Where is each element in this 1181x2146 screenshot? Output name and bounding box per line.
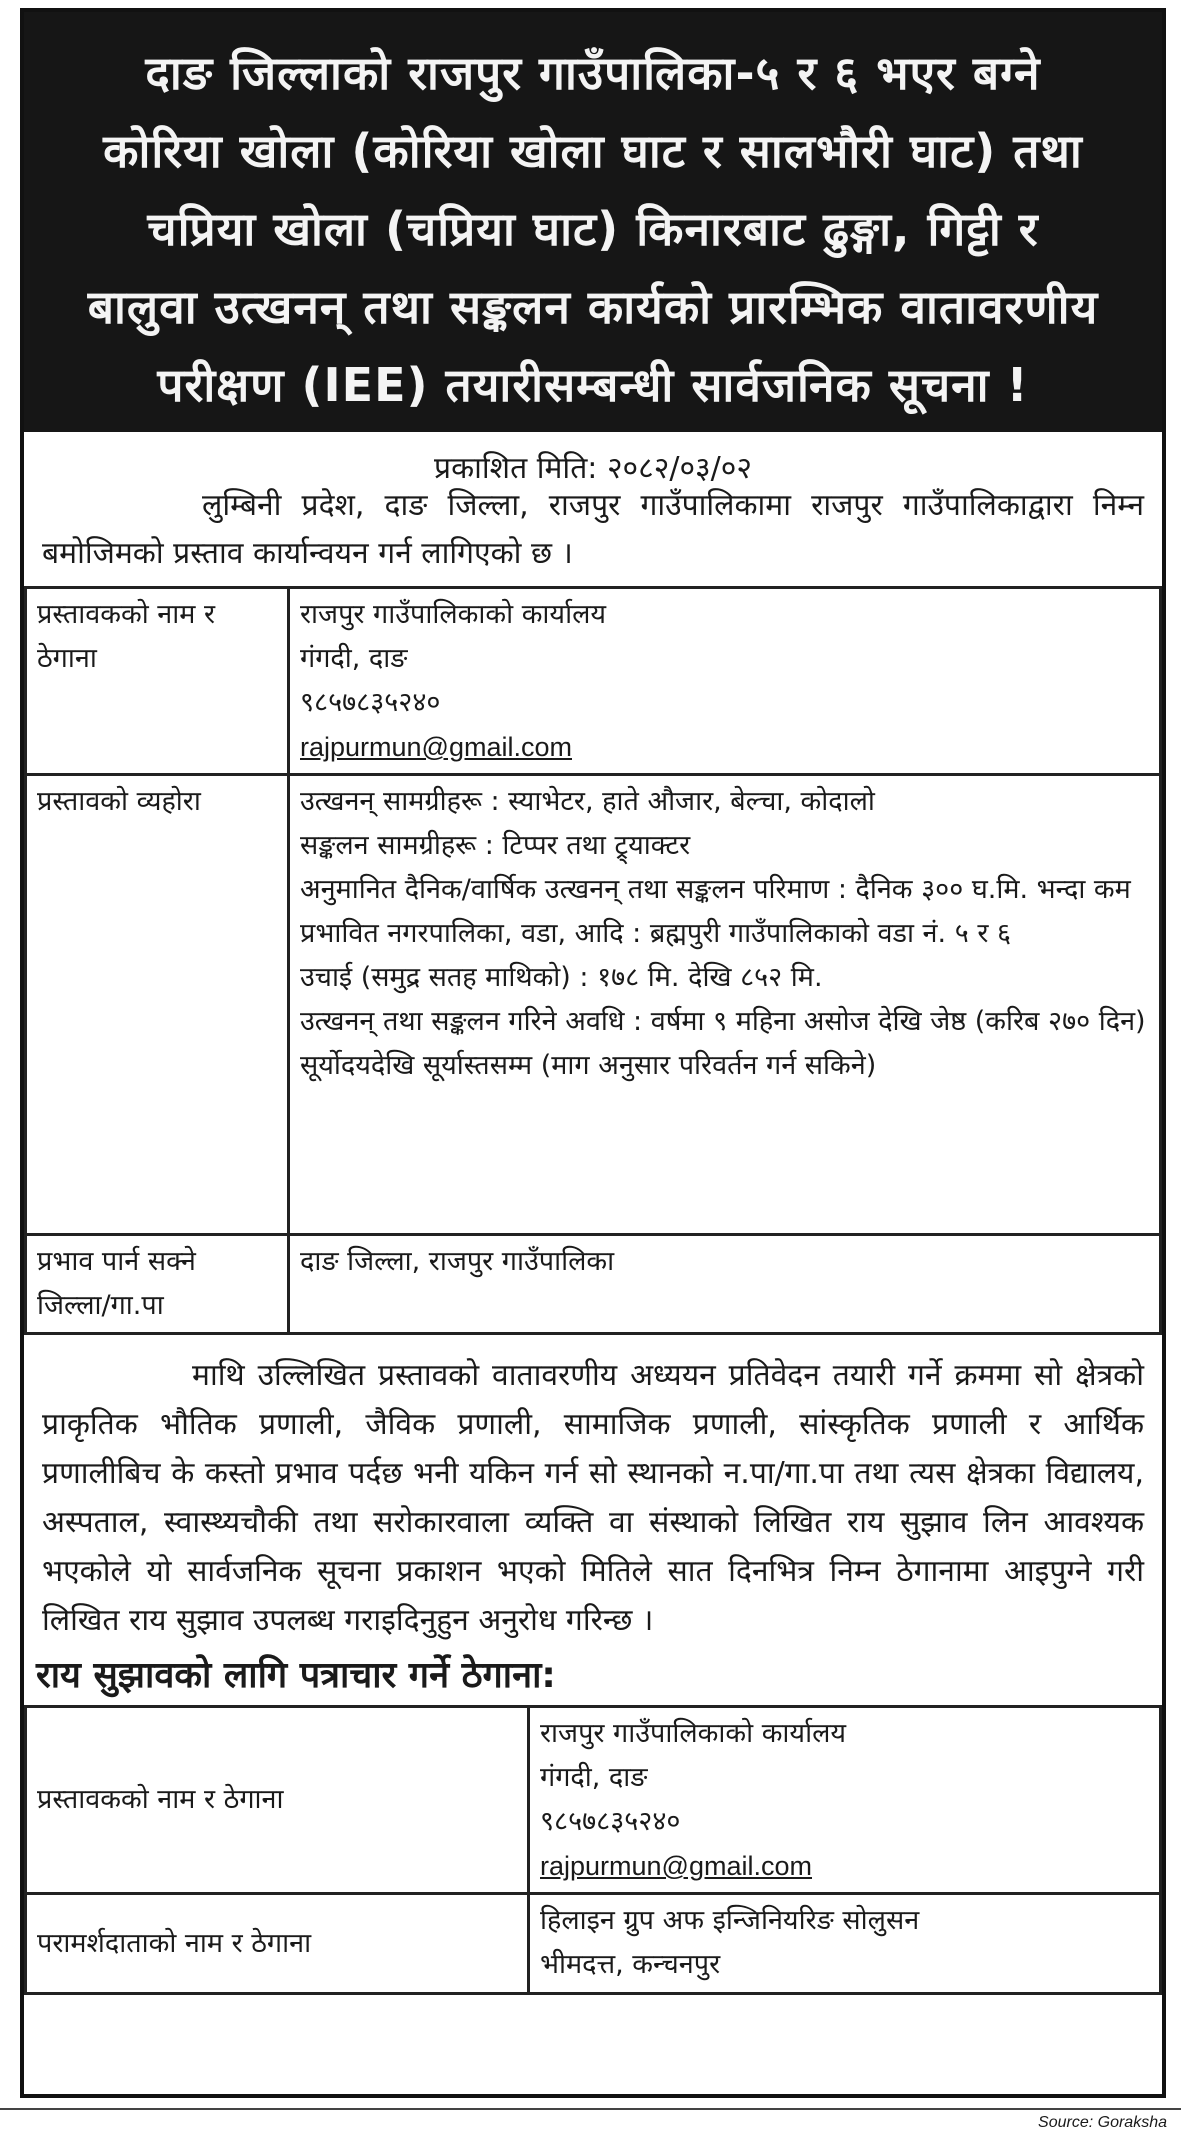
- contact-table: [24, 1705, 1162, 1995]
- contact-proposer-value: [529, 1707, 1161, 1894]
- table-row: [26, 775, 1161, 1235]
- proposal-line: उत्खनन् सामग्रीहरू : स्याभेटर, हाते औजार, बेल्चा, कोदालो: [300, 786, 875, 817]
- consultant-line: हिलाइन ग्रुप अफ इन्जिनियरिङ सोलुसन: [540, 1905, 920, 1936]
- proposal-details-table: [24, 586, 1162, 1335]
- proposer-line: गंगदी, दाङ: [300, 643, 408, 674]
- header-line: दाङ जिल्लाको राजपुर गाउँपालिका-५ र ६ भएर बग्ने: [145, 46, 1041, 100]
- source-credit: Source: Goraksha: [1038, 2114, 1167, 2131]
- proposer-line: ९८५७८३५२४०: [300, 687, 441, 718]
- contact-line: ९८५७८३५२४०: [540, 1806, 681, 1837]
- affected-area-value: दाङ जिल्ला, राजपुर गाउँपालिका: [289, 1235, 1161, 1334]
- public-notice: [20, 8, 1166, 2098]
- bottom-rule: [0, 2108, 1181, 2110]
- proposal-value: [289, 775, 1161, 1235]
- published-date: प्रकाशित मिति: २०८२/०३/०२: [434, 451, 752, 486]
- proposal-label: प्रस्तावको व्यहोरा: [26, 775, 289, 1235]
- contact-email: rajpurmun@gmail.com: [540, 1851, 812, 1881]
- consultant-label: परामर्शदाताको नाम र ठेगाना: [26, 1894, 529, 1994]
- header-line: चप्रिया खोला (चप्रिया घाट) किनारबाट ढुङ्गा, गिट्टी र: [147, 202, 1039, 256]
- body-text: माथि उल्लिखित प्रस्तावको वातावरणीय अध्ययन प्रतिवेदन तयारी गर्ने क्रममा सो क्षेत्रको प्राकृतिक भौतिक प्रणाली, जैविक प्रणाली, सामाजिक प्रणाली, सांस्कृतिक प्रणाली र आर्थिक प्रणालीबिच के कस्तो प्रभाव पर्दछ भनी यकिन गर्न सो स्थानको न.पा/गा.पा तथा त्यस क्षेत्रका विद्यालय, अस्पताल, स्वास्थ्यचौकी तथा सरोकारवाला व्यक्ति वा संस्थाको लिखित राय सुझाव लिन आवश्यक भएकोले यो सार्वजनिक सूचना प्रकाशन भएको मितिले सात दिनभित्र निम्न ठेगानामा आइपुग्ने गरी लिखित राय सुझाव उपलब्ध गराइदिनुहुन अनुरोध गरिन्छ ।: [42, 1358, 1144, 1638]
- proposal-line: सङ्कलन सामग्रीहरू : टिप्पर तथा ट्र्याक्टर: [300, 830, 691, 861]
- body-paragraph: [24, 1335, 1162, 1645]
- proposal-line: प्रभावित नगरपालिका, वडा, आदि : ब्रह्मपुरी गाउँपालिकाको वडा नं. ५ र ६: [300, 918, 1011, 949]
- contact-line: गंगदी, दाङ: [540, 1762, 648, 1793]
- contact-proposer-label: प्रस्तावकको नाम र ठेगाना: [26, 1707, 529, 1894]
- consultant-value: [529, 1894, 1161, 1994]
- header-line: परीक्षण (IEE) तयारीसम्बन्धी सार्वजनिक सूचना !: [157, 358, 1029, 412]
- intro-text: लुम्बिनी प्रदेश, दाङ जिल्ला, राजपुर गाउँपालिकामा राजपुर गाउँपालिकाद्वारा निम्न बमोजिमको प्रस्ताव कार्यान्वयन गर्न लागिएको छ ।: [42, 488, 1144, 571]
- intro-paragraph: [24, 478, 1162, 578]
- proposal-line: उत्खनन् तथा सङ्कलन गरिने अवधि : वर्षमा ९ महिना असोज देखि जेष्ठ (करिब २७० दिन) सूर्योदयदेखि सूर्यास्तसम्म (माग अनुसार परिवर्तन गर्न सकिने): [300, 1006, 1146, 1081]
- proposal-line: अनुमानित दैनिक/वार्षिक उत्खनन् तथा सङ्कलन परिमाण : दैनिक ३०० घ.मि. भन्दा कम: [300, 874, 1131, 905]
- proposer-line: राजपुर गाउँपालिकाको कार्यालय: [300, 599, 607, 630]
- consultant-line: भीमदत्त, कन्चनपुर: [540, 1949, 721, 1980]
- proposal-line: उचाई (समुद्र सतह माथिको) : १७८ मि. देखि ८५२ मि.: [300, 962, 823, 993]
- header-line: बालुवा उत्खनन् तथा सङ्कलन कार्यको प्रारम्भिक वातावरणीय: [87, 280, 1099, 334]
- proposer-email: rajpurmun@gmail.com: [300, 732, 572, 762]
- table-row: [26, 1707, 1161, 1894]
- notice-header: [24, 12, 1162, 432]
- affected-area-label: प्रभाव पार्न सक्ने जिल्ला/गा.पा: [26, 1235, 289, 1334]
- contact-heading: राय सुझावको लागि पत्राचार गर्ने ठेगाना:: [36, 1655, 556, 1696]
- header-line: कोरिया खोला (कोरिया खोला घाट र सालभौरी घाट) तथा: [103, 124, 1083, 178]
- proposer-label: प्रस्तावकको नाम र ठेगाना: [26, 588, 289, 775]
- contact-line: राजपुर गाउँपालिकाको कार्यालय: [540, 1718, 847, 1749]
- proposer-value: [289, 588, 1161, 775]
- table-row: [26, 1894, 1161, 1994]
- table-row: [26, 1235, 1161, 1334]
- table-row: [26, 588, 1161, 775]
